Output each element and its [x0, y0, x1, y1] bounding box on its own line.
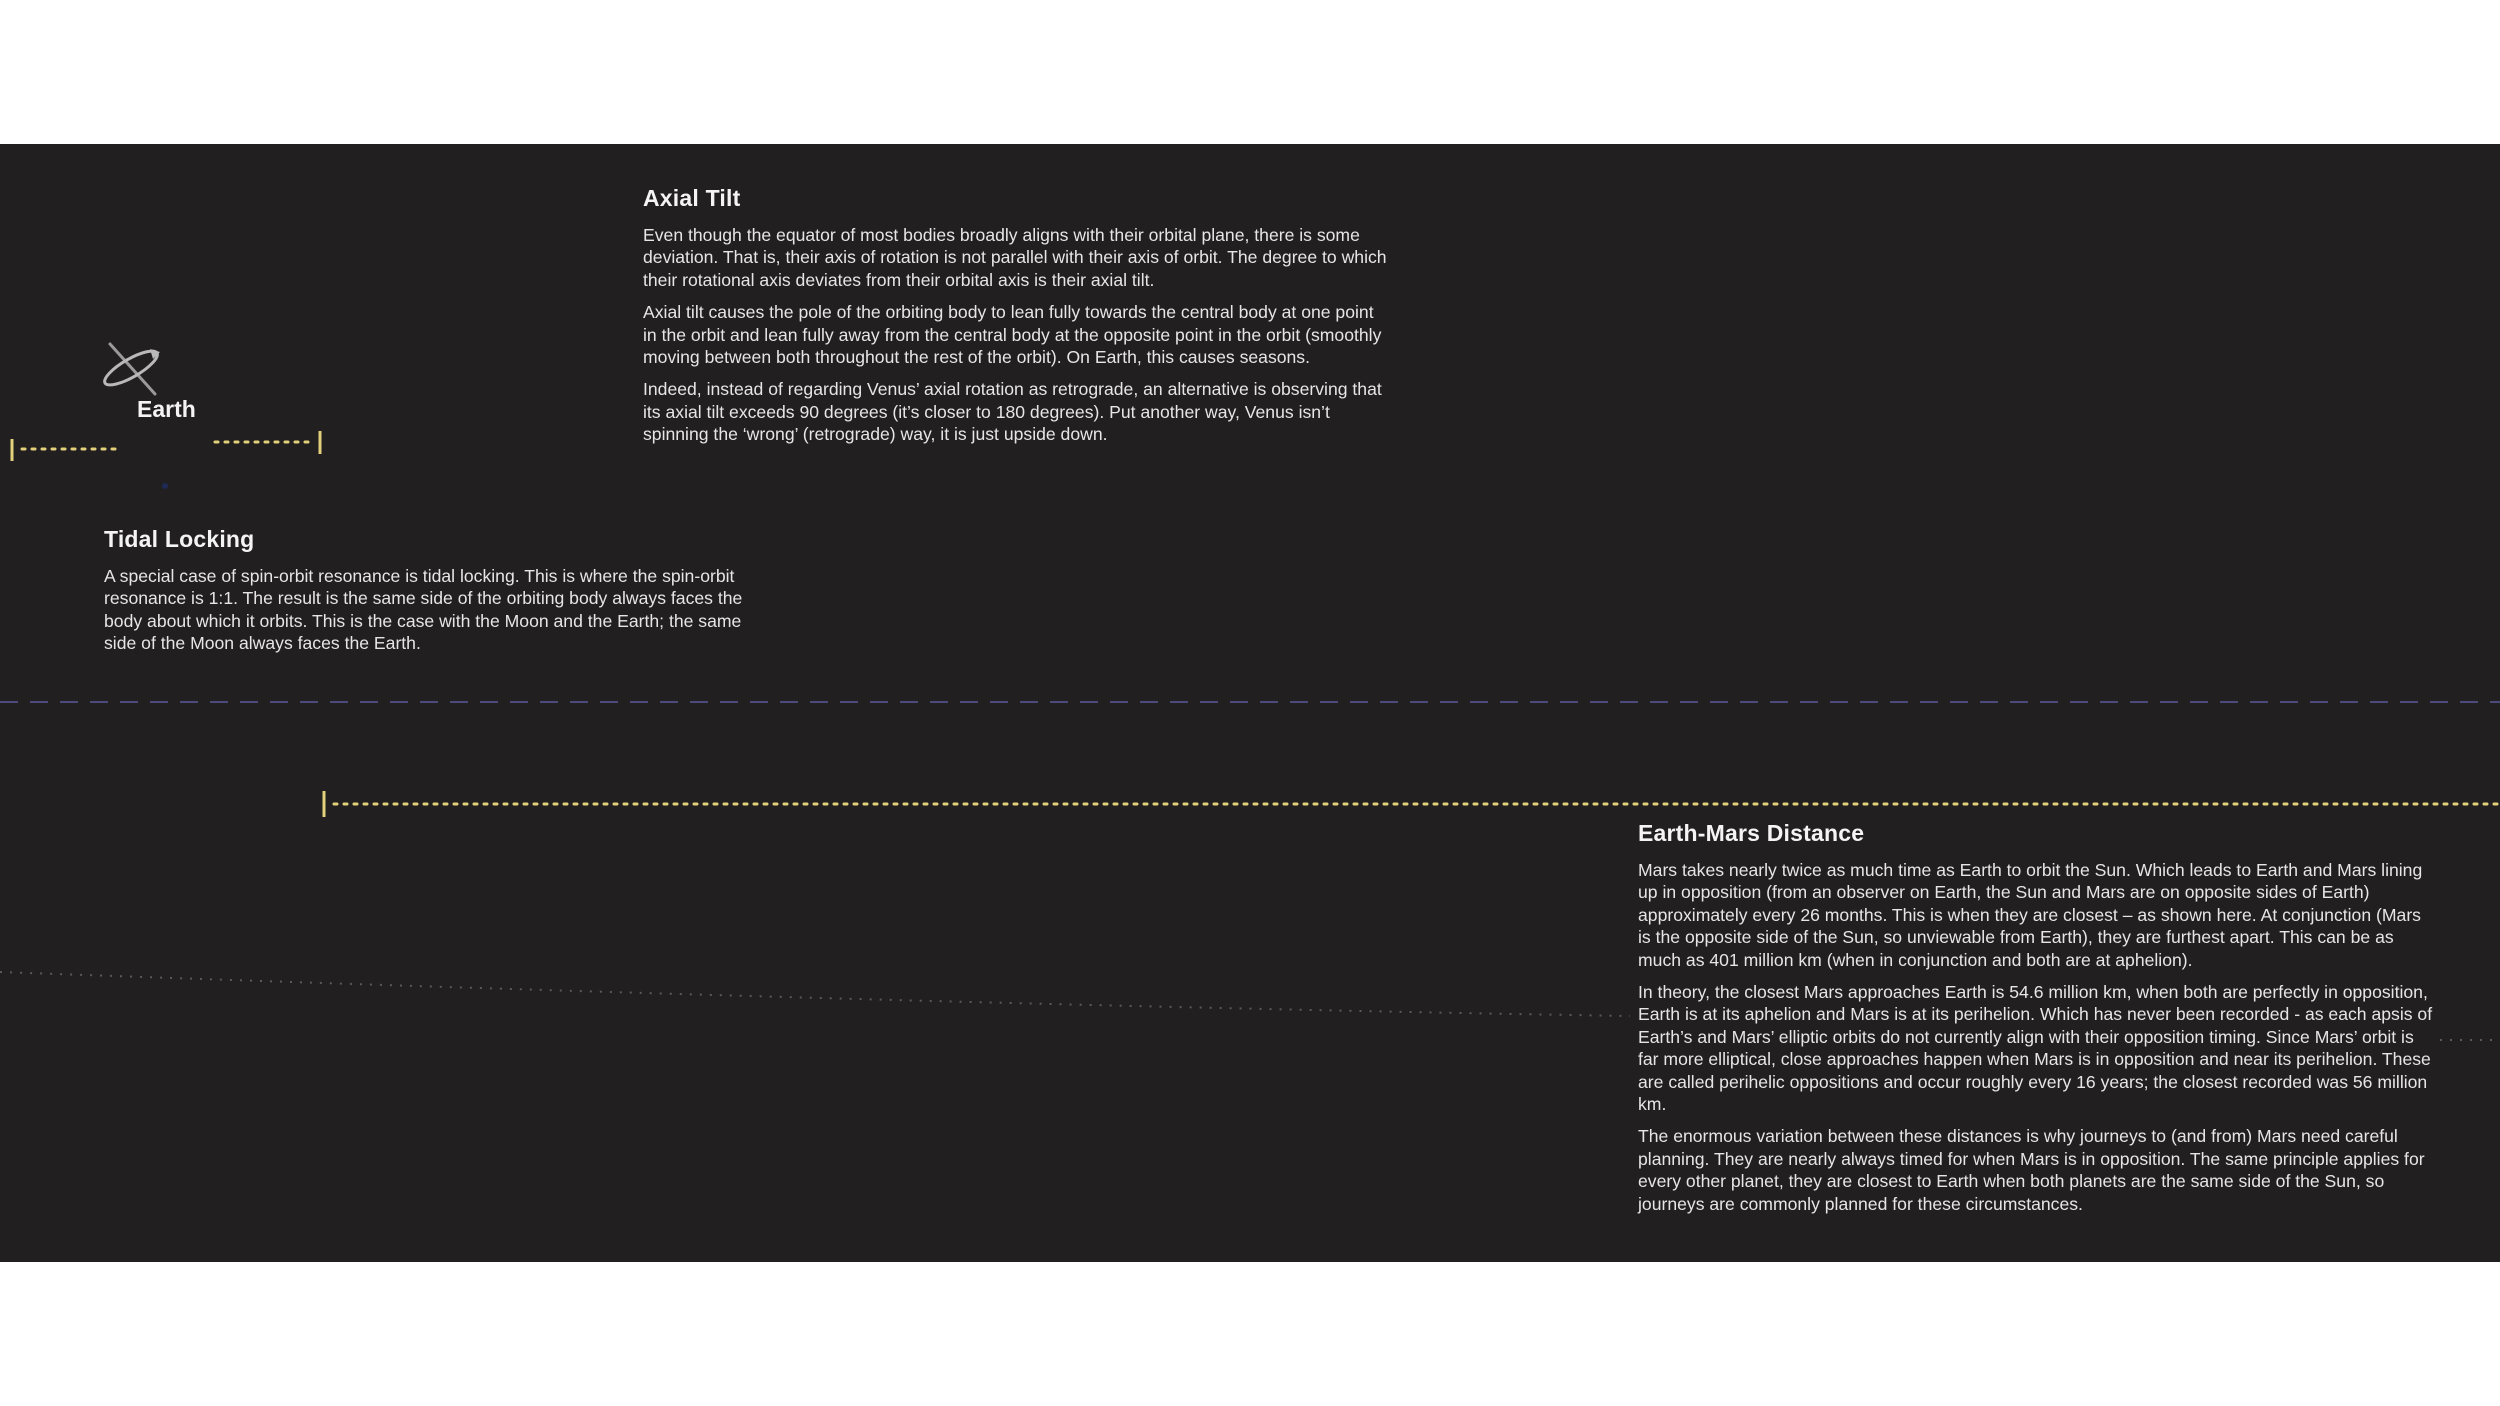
- tidal-locking-paragraph: A special case of spin-orbit resonance is tidal locking. This is where the spin-orbit resonance is 1:1. The result is the same side of the orbiting body always faces the body about which it orbits. This is the case with the Moon and the Earth; the same side of the Moon always faces the Earth.: [104, 566, 743, 654]
- axial-tilt-section: [643, 185, 1388, 456]
- axial-tilt-title: Axial Tilt: [643, 185, 741, 211]
- earth-mars-paragraph: Mars takes nearly twice as much time as Earth to orbit the Sun. Which leads to Earth and Mars lining up in opposition (from an observer on Earth, the Sun and Mars are on opposite sides of Earth) approximately every 26 months. This is when they are closest – as shown here. At conjunction (Mars is the opposite side of the Sun, so unviewable from Earth), they are furthest apart. This can be as much as 401 million km (when in conjunction and both are at aphelion).: [1638, 860, 2423, 970]
- infographic-panel: [0, 144, 2500, 1262]
- earth-mars-paragraph: The enormous variation between these distances is why journeys to (and from) Mars need careful planning. They are nearly always timed for when Mars is in opposition. The same principle applies for every other planet, they are closest to Earth when both planets are the same side of the Sun, so journeys are commonly planned for these circumstances.: [1638, 1126, 2425, 1214]
- earth-mars-distance-section: [1638, 820, 2438, 1225]
- earth-mars-title: Earth-Mars Distance: [1638, 820, 1865, 846]
- axial-tilt-paragraph: Axial tilt causes the pole of the orbiting body to lean fully towards the central body at one point in the orbit and lean fully away from the central body at the opposite point in the orbit (smoothly moving between both throughout the rest of the orbit). On Earth, this causes seasons.: [643, 302, 1382, 368]
- tidal-locking-section: [104, 526, 744, 665]
- axial-rotation-icon: [101, 344, 162, 394]
- earth-mars-distance-marker: [324, 791, 2500, 817]
- earth-mars-paragraph: In theory, the closest Mars approaches Earth is 54.6 million km, when both are perfectly in opposition, Earth is at its aphelion and Mars is at its perihelion. Which has never been recorded - as each apsis of Earth’s and Mars’ elliptic orbits do not currently align with their opposition timing. Since Mars’ orbit is far more elliptical, close approaches happen when Mars is in opposition and near its perihelion. These are called perihelic oppositions and occur roughly every 16 years; the closest recorded was 56 million km.: [1638, 982, 2433, 1115]
- mars-orbit-path: [0, 972, 1630, 1016]
- earth-distance-marker: [12, 431, 320, 489]
- axial-tilt-paragraph: Even though the equator of most bodies broadly aligns with their orbital plane, there is some deviation. That is, their axis of rotation is not parallel with their axis of orbit. The degree to which their rotational axis deviates from their orbital axis is their axial tilt.: [643, 225, 1387, 290]
- tidal-locking-title: Tidal Locking: [104, 526, 255, 552]
- axial-tilt-paragraph: Indeed, instead of regarding Venus’ axial rotation as retrograde, an alternative is observing that its axial tilt exceeds 90 degrees (it’s closer to 180 degrees). Put another way, Venus isn’t spinning the ‘wrong’ (retrograde) way, it is just upside down.: [643, 379, 1382, 445]
- earth-label: Earth: [137, 396, 196, 422]
